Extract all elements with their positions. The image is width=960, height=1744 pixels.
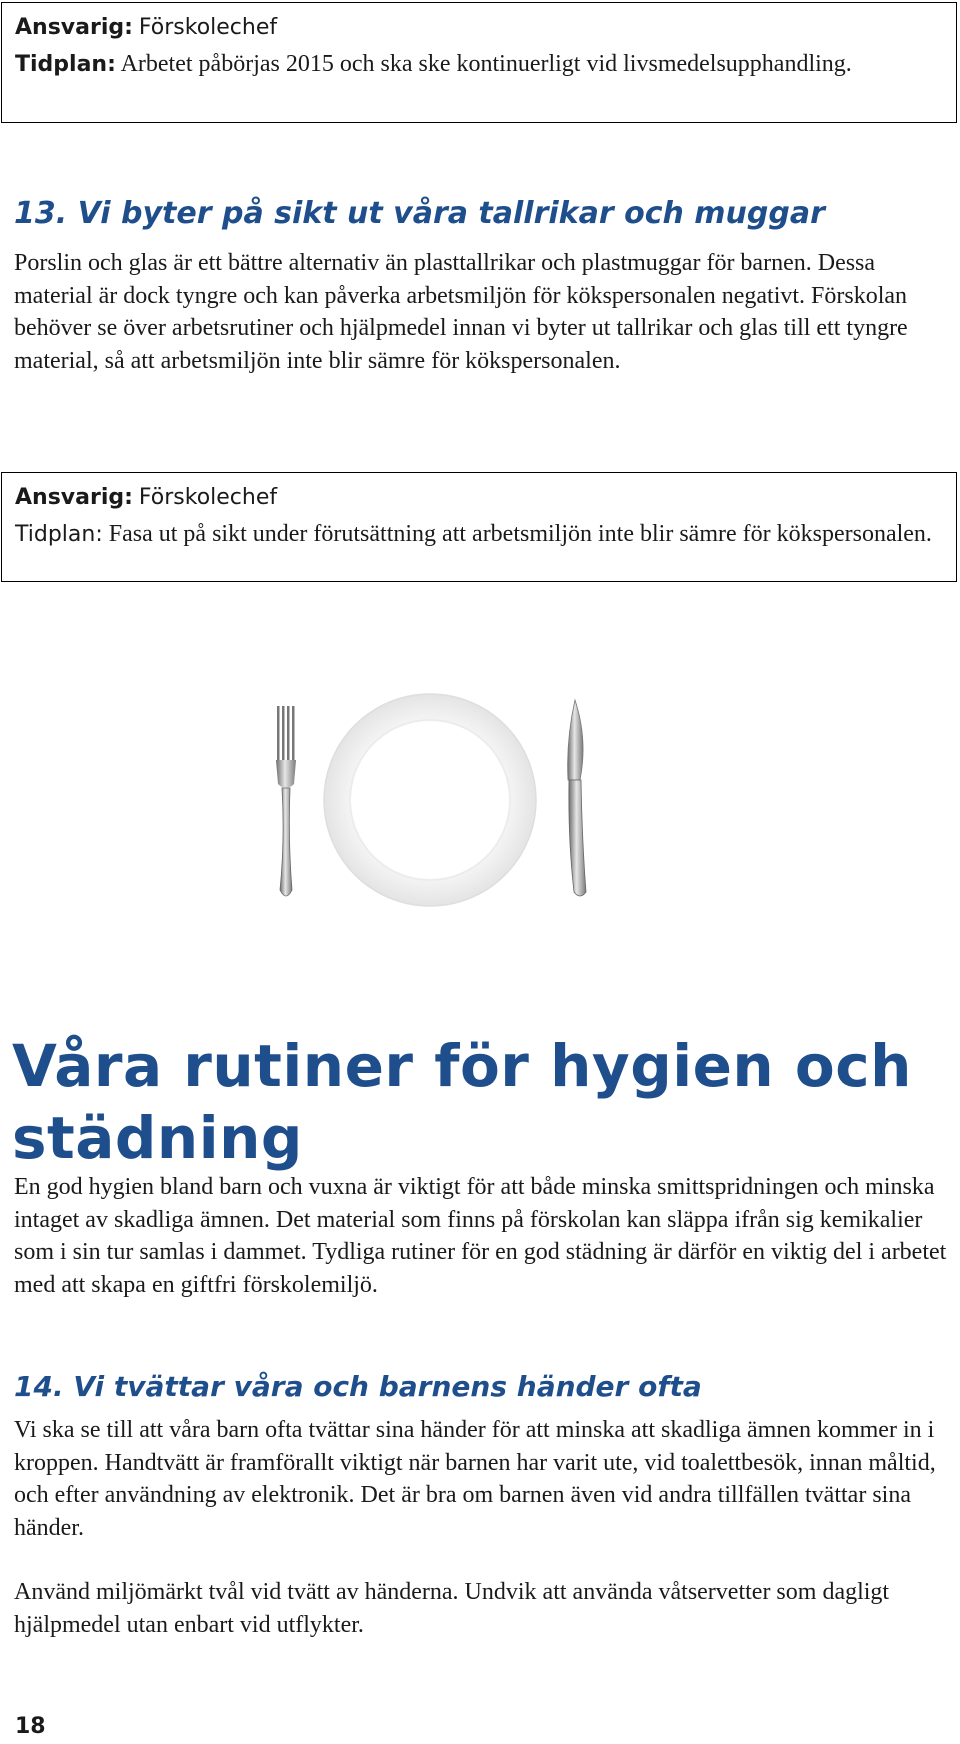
ansvarig-value: Förskolechef	[138, 485, 278, 510]
knife-icon	[568, 700, 586, 896]
tableware-illustration	[250, 680, 610, 920]
section-14-heading: 14. Vi tvättar våra och barnens händer ofta	[14, 1370, 702, 1403]
ansvarig-label: Ansvarig:	[15, 15, 133, 40]
section-14-body-2: Använd miljömärkt tvål vid tvätt av händerna. Undvik att använda våtservetter som dagligt hjälpmedel utan enbart vid utflykter.	[14, 1579, 890, 1638]
section-13-heading: 13. Vi byter på sikt ut våra tallrikar och muggar	[14, 196, 825, 231]
tidplan-line	[15, 46, 942, 83]
ansvarig-line	[15, 479, 942, 516]
page-number: 18	[15, 1714, 46, 1739]
responsibility-box-2	[1, 472, 957, 582]
hygiene-body: En god hygien bland barn och vuxna är viktigt för att både minska smittspridningen och minska intaget av skadliga ämnen. Det material som finns på förskolan kan släppa ifrån sig kemikalier som i sin tur samlas i dammet. Tydliga rutiner för en god städning är därför en viktig del i arbetet med att skapa en giftfri förskolemiljö.	[14, 1174, 947, 1298]
responsibility-box-1	[1, 2, 957, 123]
fork-icon	[276, 706, 296, 896]
tidplan-value: Fasa ut på sikt under förutsättning att arbetsmiljön inte blir sämre för kökspersonalen.	[108, 521, 932, 547]
ansvarig-value: Förskolechef	[138, 15, 278, 40]
ansvarig-line	[15, 9, 942, 46]
tidplan-label: Tidplan:	[15, 522, 103, 547]
section-14-body-1: Vi ska se till att våra barn ofta tvättar sina händer för att minska att skadliga ämnen kommer in i kroppen. Handtvätt är framförallt viktigt när barnen har varit ute, vid toalettbesök, innan måltid, och efter användning av elektronik. Det är bra om barnen även vid andra tillfällen tvättar sina händer.	[14, 1417, 936, 1541]
tidplan-value: Arbetet påbörjas 2015 och ska ske kontinuerligt vid livsmedelsupphandling.	[120, 51, 852, 77]
section-13-body: Porslin och glas är ett bättre alternativ än plasttallrikar och plastmuggar för barnen. Dessa material är dock tyngre och kan påverka arbetsmiljön för kökspersonalen negativt. Förskolan behöver se över arbetsrutiner och hjälpmedel innan vi byter ut tallrikar och glas till ett tyngre material, så att arbetsmiljön inte blir sämre för kökspersonalen.	[14, 250, 908, 374]
hygiene-title: Våra rutiner för hygien och städning	[12, 1032, 912, 1172]
ansvarig-label: Ansvarig:	[15, 485, 133, 510]
tidplan-label: Tidplan:	[15, 52, 116, 77]
tidplan-line	[15, 516, 942, 553]
plate-icon	[324, 694, 536, 906]
